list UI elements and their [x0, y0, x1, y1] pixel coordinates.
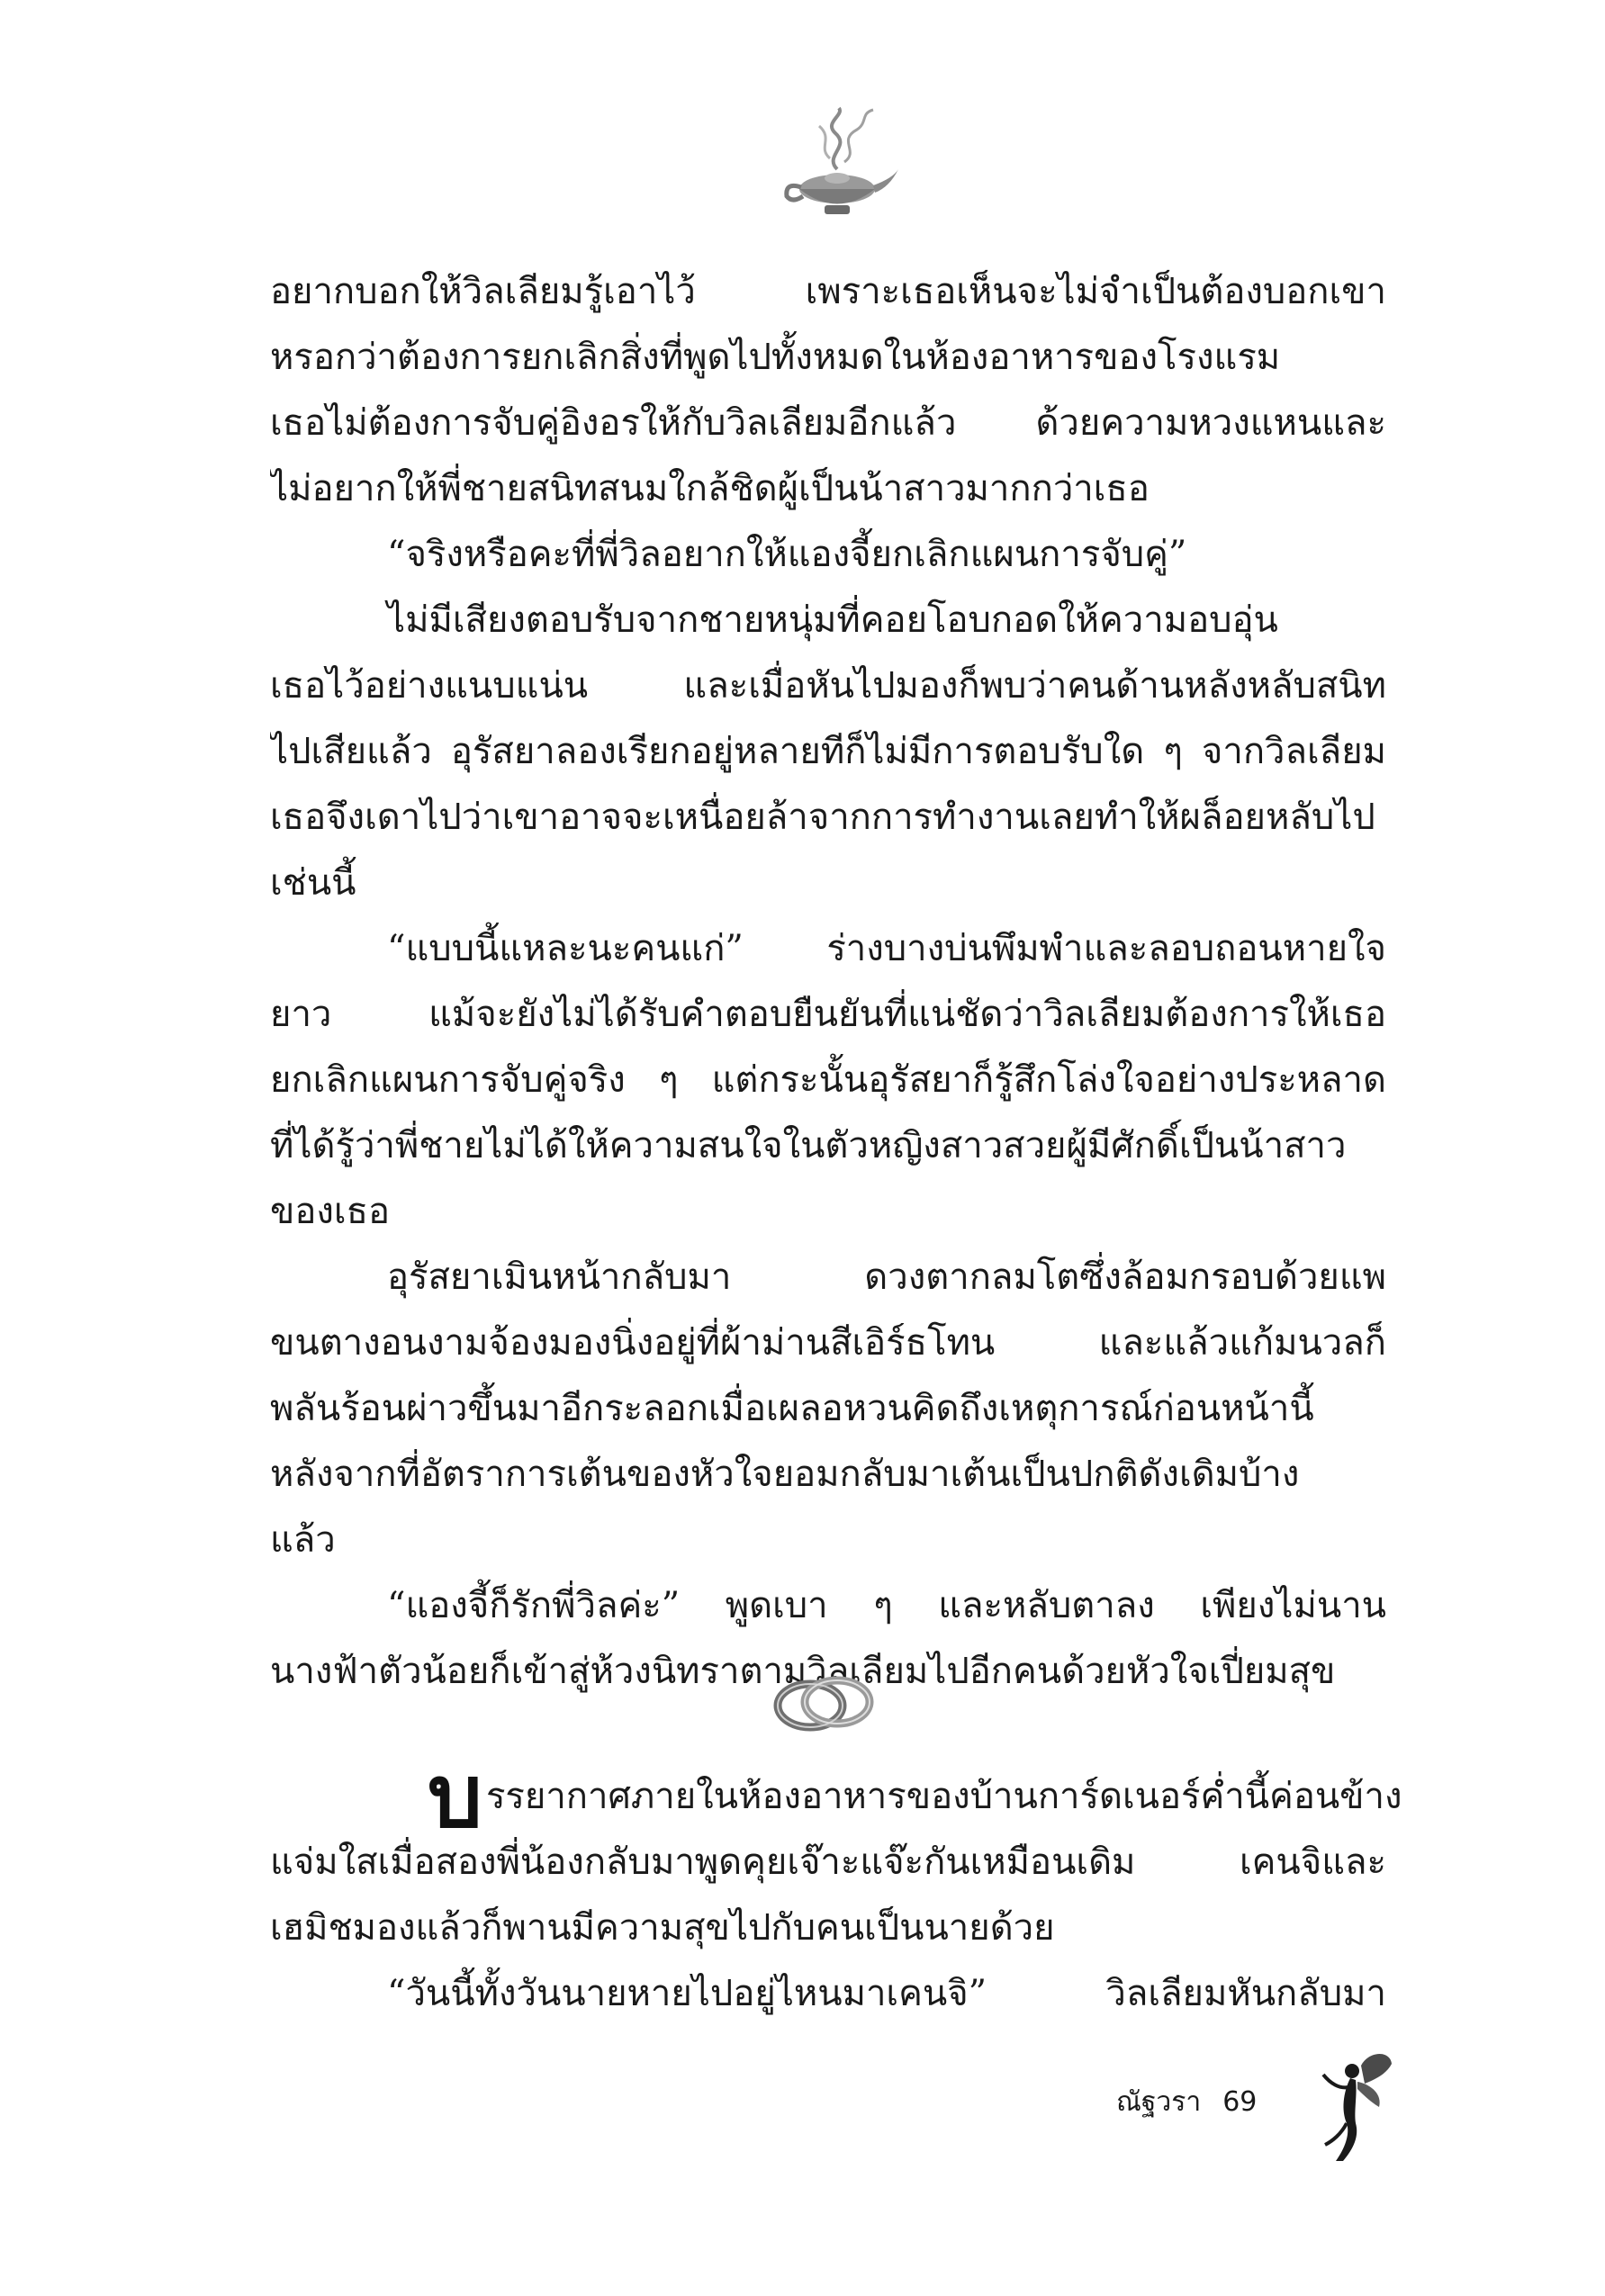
fairy-icon	[1314, 2048, 1395, 2165]
text-line: “จริงหรือคะที่พี่วิลอยากให้แองจี้ยกเลิกแผนการจับคู่”	[387, 534, 1187, 575]
text-line: อุรัสยาเมินหน้ากลับมา ดวงตากลมโตซึ่งล้อมกรอบด้วยแพ	[387, 1256, 1386, 1298]
text-line: ขนตางอนงามจ้องมองนิ่งอยู่ที่ผ้าม่านสีเอิร์ธโทน และแล้วแก้มนวลก็	[270, 1322, 1386, 1364]
author-name: ณัฐวรา	[1116, 2085, 1202, 2118]
dropcap-paragraph-start	[270, 1746, 1402, 1847]
text-line: พลันร้อนผ่าวขึ้นมาอีกระลอกเมื่อเผลอหวนคิดถึงเหตุการณ์ก่อนหน้านี้	[270, 1388, 1314, 1429]
text-line: เช่นนี้	[270, 862, 356, 904]
text-line: ยาว แม้จะยังไม่ได้รับคำตอบยืนยันที่แน่ชัดว่าวิลเลียมต้องการให้เธอ	[270, 994, 1386, 1035]
text-line: “แองจี้ก็รักพี่วิลค่ะ” พูดเบา ๆ และหลับตาลง เพียงไม่นาน	[387, 1585, 1386, 1626]
text-line: อยากบอกให้วิลเลียมรู้เอาไว้ เพราะเธอเห็นจะไม่จำเป็นต้องบอกเขา	[270, 271, 1386, 312]
text-line: ไปเสียแล้ว อุรัสยาลองเรียกอยู่หลายทีก็ไม่มีการตอบรับใด ๆ จากวิลเลียม	[270, 731, 1386, 772]
text-line: “วันนี้ทั้งวันนายหายไปอยู่ไหนมาเคนจิ” วิลเลียมหันกลับมา	[387, 1973, 1386, 2014]
text-line: หลังจากที่อัตราการเต้นของหัวใจยอมกลับมาเต้นเป็นปกติดังเดิมบ้าง	[270, 1454, 1300, 1495]
page-footer	[1116, 2075, 1257, 2129]
text-line: เธอไว้อย่างแนบแน่น และเมื่อหันไปมองก็พบว่าคนด้านหลังหลับสนิท	[270, 665, 1386, 707]
text-line: แล้ว	[270, 1519, 336, 1561]
text-line: ที่ได้รู้ว่าพี่ชายไม่ได้ให้ความสนใจในตัวหญิงสาวสวยผู้มีศักดิ์เป็นน้าสาว	[270, 1125, 1347, 1166]
body-text-top	[270, 259, 1386, 1705]
wedding-rings-icon	[770, 1670, 878, 1737]
drop-cap-letter: บ	[428, 1746, 482, 1847]
first-line-text: รรยากาศภายในห้องอาหารของบ้านการ์ดเนอร์ค่ำนี้ค่อนข้าง	[485, 1776, 1402, 1817]
text-line: ยกเลิกแผนการจับคู่จริง ๆ แต่กระนั้นอุรัสยาก็รู้สึกโล่งใจอย่างประหลาด	[270, 1059, 1386, 1101]
text-line: ไม่มีเสียงตอบรับจากชายหนุ่มที่คอยโอบกอดให้ความอบอุ่น	[387, 599, 1278, 641]
text-line: นางฟ้าตัวน้อยก็เข้าสู่ห้วงนิทราตามวิลเลียมไปอีกคนด้วยหัวใจเปี่ยมสุข	[270, 1651, 1336, 1692]
text-line: “แบบนี้แหละนะคนแก่” ร่างบางบ่นพึมพำและลอบถอนหายใจ	[387, 928, 1386, 969]
text-line: แจ่มใสเมื่อสองพี่น้องกลับมาพูดคุยเจ๊าะแจ๊ะกันเหมือนเดิม เคนจิและ	[270, 1841, 1386, 1883]
text-line: หรอกว่าต้องการยกเลิกสิ่งที่พูดไปทั้งหมดในห้องอาหารของโรงแรม	[270, 337, 1281, 378]
text-line: เฮมิชมองแล้วก็พานมีความสุขไปกับคนเป็นนายด้วย	[270, 1907, 1055, 1949]
page-number: 69	[1222, 2085, 1258, 2118]
text-line: ของเธอ	[270, 1191, 391, 1232]
text-line: เธอไม่ต้องการจับคู่อิงอรให้กับวิลเลียมอีกแล้ว ด้วยความหวงแหนและ	[270, 402, 1386, 444]
magic-lamp-icon	[774, 106, 900, 223]
body-text-section-two	[270, 1746, 1402, 2027]
text-line: เธอจึงเดาไปว่าเขาอาจจะเหนื่อยล้าจากการทำงานเลยทำให้ผล็อยหลับไป	[270, 797, 1375, 838]
text-line: ไม่อยากให้พี่ชายสนิทสนมใกล้ชิดผู้เป็นน้าสาวมากกว่าเธอ	[270, 468, 1150, 509]
